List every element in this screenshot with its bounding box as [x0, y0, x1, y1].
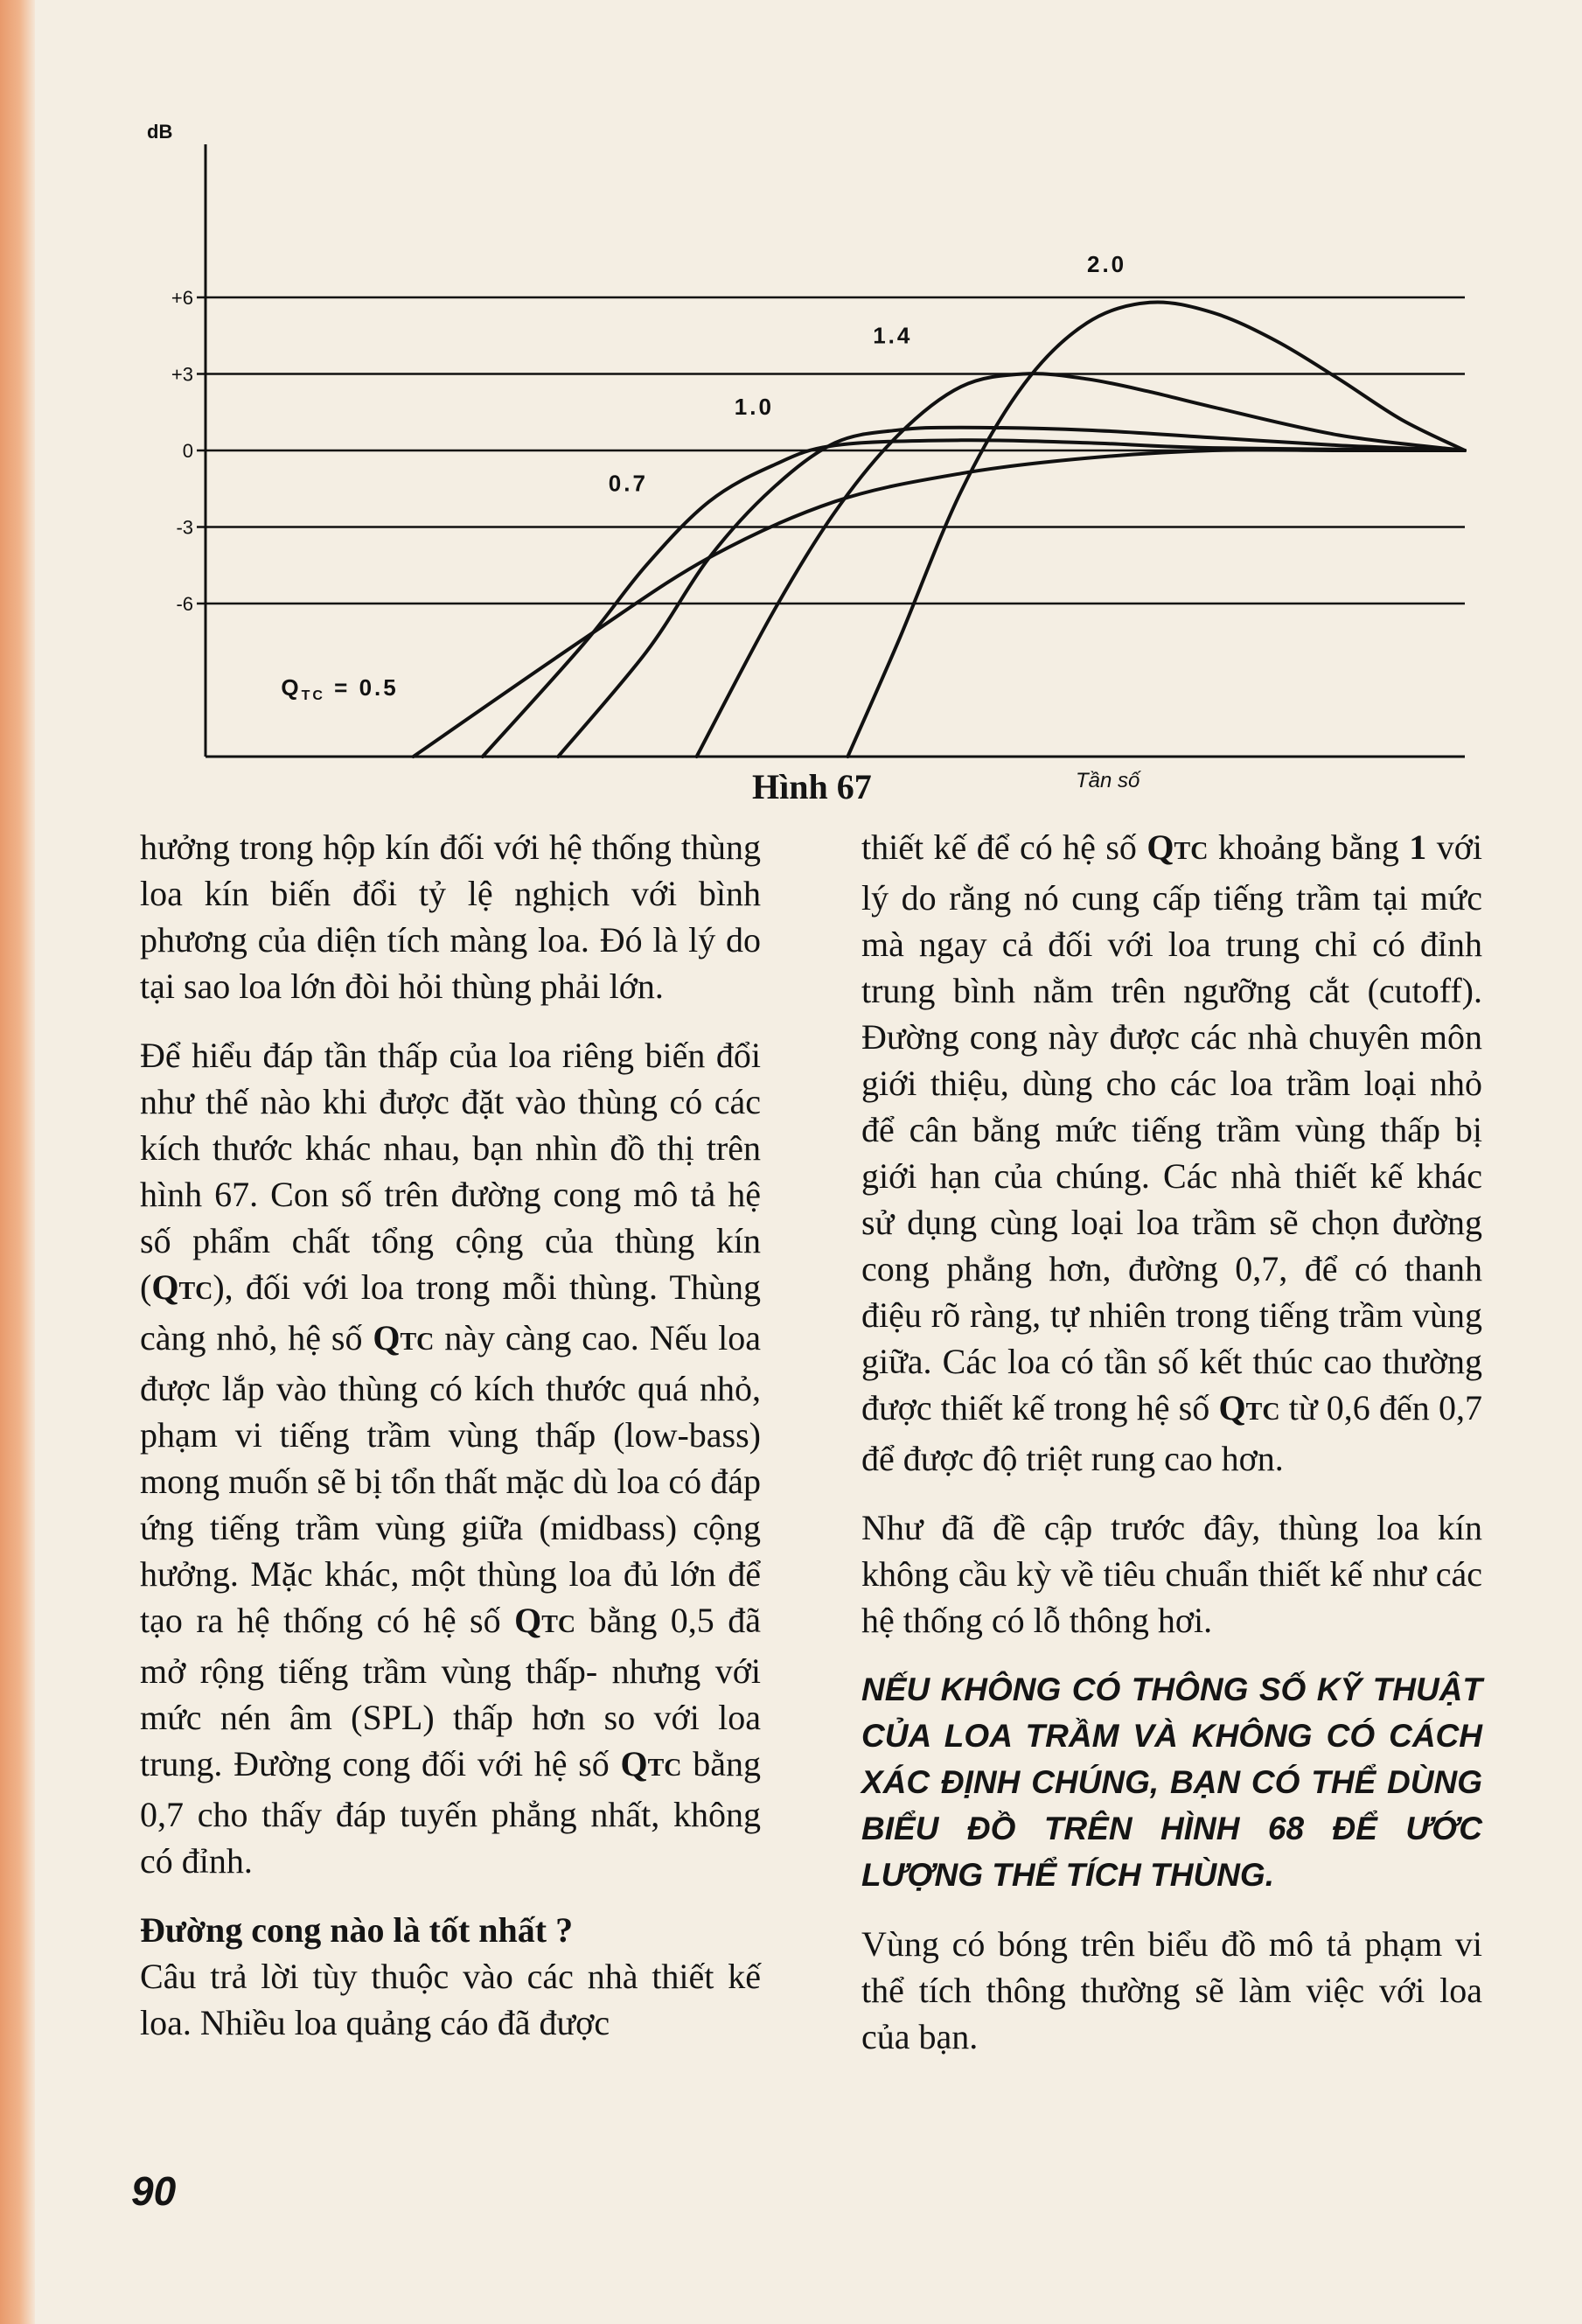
- chart-curves: [414, 302, 1465, 757]
- series-label-1.4: 1.4: [873, 322, 913, 349]
- y-tick-label: +3: [171, 363, 193, 386]
- chart-labels: [147, 122, 1142, 792]
- series-label-2.0: 2.0: [1087, 250, 1127, 277]
- x-axis-label: Tần số: [1076, 769, 1140, 792]
- qtc-symbol: QTC: [373, 1318, 435, 1357]
- series-label-0.7: 0.7: [608, 470, 648, 497]
- y-tick-label: +6: [171, 287, 193, 309]
- right-paragraph-2: Như đã đề cập trước đây, thùng loa kín không cầu kỳ về tiêu chuẩn thiết kế như các hệ thống có lỗ thông hơi.: [861, 1508, 1482, 1640]
- left-paragraph-2: Để hiểu đáp tần thấp của loa riêng biến đổi như thế nào khi được đặt vào thùng có các kích thước khác nhau, bạn nhìn đồ thị trên hình 67. Con số trên đường cong mô tả hệ số phẩm chất tổng cộng của thùng kín (QTC), đối với loa trong mỗi thùng. Thùng càng nhỏ, hệ số QTC này càng cao. Nếu loa được lắp vào thùng có kích thước quá nhỏ, phạm vi tiếng trầm vùng thấp (low-bass) mong muốn sẽ bị tổn thất mặc dù loa có đáp ứng tiếng trầm vùng giữa (midbass) cộng hưởng. Mặc khác, một thùng loa đủ lớn để tạo ra hệ thống có hệ số QTC bằng 0,5 đã mở rộng tiếng trầm vùng thấp- nhưng với mức nén âm (SPL) thấp hơn so với loa trung. Đường cong đối với hệ số QTC bằng 0,7 cho thấy đáp tuyến phẳng nhất, không có đỉnh.: [140, 1036, 762, 1881]
- page-number: 90: [131, 2168, 177, 2214]
- y-tick-label: 0: [182, 440, 193, 462]
- qtc-symbol: QTC: [620, 1744, 682, 1783]
- left-paragraph-3: Đường cong nào là tốt nhất ? Câu trả lời tùy thuộc vào các nhà thiết kế loa. Nhiều loa quảng cáo đã được: [140, 1910, 761, 2042]
- frequency-response-chart: [131, 122, 1478, 822]
- qtc-symbol: QTC: [151, 1267, 213, 1307]
- right-column: [861, 824, 1482, 2060]
- right-paragraph-1: thiết kế để có hệ số QTC khoảng bằng 1 với lý do rằng nó cung cấp tiếng trầm tại mức mà ngay cả đối với loa trung chỉ có đỉnh trung bình nằm trên ngưỡng cắt (cutoff). Đường cong này được các nhà chuyên môn giới thiệu, dùng cho các loa trầm loại nhỏ để cân bằng mức tiếng trầm vùng thấp bị giới hạn của chúng. Các nhà thiết kế khác sử dụng cùng loại loa trầm sẽ chọn đường cong phẳng hơn, đường 0,7, để có thanh điệu rõ ràng, tự nhiên trong tiếng trầm vùng giữa. Các loa có tần số kết thúc cao thường được thiết kế trong hệ số QTC từ 0,6 đến 0,7 để được độ triệt rung cao hơn.: [861, 827, 1483, 1478]
- right-paragraph-4: Vùng có bóng trên biểu đồ mô tả phạm vi thể tích thông thường sẽ làm việc với loa của bạn.: [861, 1924, 1482, 2056]
- figure-caption: Hình 67: [752, 767, 872, 806]
- callout-box: NẾU KHÔNG CÓ THÔNG SỐ KỸ THUẬT CỦA LOA TRẦM VÀ KHÔNG CÓ CÁCH XÁC ĐỊNH CHÚNG, BẠN CÓ THỂ DÙNG BIỂU ĐỒ TRÊN HÌNH 68 ĐỂ ƯỚC LƯỢNG THỂ TÍCH THÙNG.: [861, 1671, 1482, 1893]
- qtc-symbol: QTC: [514, 1601, 576, 1640]
- figure-67: [131, 122, 1478, 822]
- curve-qtc-1.0: [558, 428, 1465, 757]
- left-column: [140, 824, 761, 2046]
- series-label-1.0: 1.0: [734, 394, 774, 421]
- curve-qtc-2.0: [847, 302, 1465, 757]
- qtc-symbol: QTC: [1146, 827, 1209, 867]
- book-binding-edge: [0, 0, 35, 2324]
- y-tick-label: -6: [176, 593, 193, 615]
- section-heading: Đường cong nào là tốt nhất ?: [140, 1910, 574, 1950]
- y-axis-label: dB: [147, 122, 173, 143]
- series-label-0.5: QTC = 0.5: [281, 674, 399, 703]
- qtc-symbol: QTC: [1218, 1388, 1280, 1427]
- left-paragraph-1: hưởng trong hộp kín đối với hệ thống thùng loa kín biến đổi tỷ lệ nghịch với bình phương của diện tích màng loa. Đó là lý do tại sao loa lớn đòi hỏi thùng phải lớn.: [140, 827, 761, 1006]
- y-tick-label: -3: [176, 516, 193, 539]
